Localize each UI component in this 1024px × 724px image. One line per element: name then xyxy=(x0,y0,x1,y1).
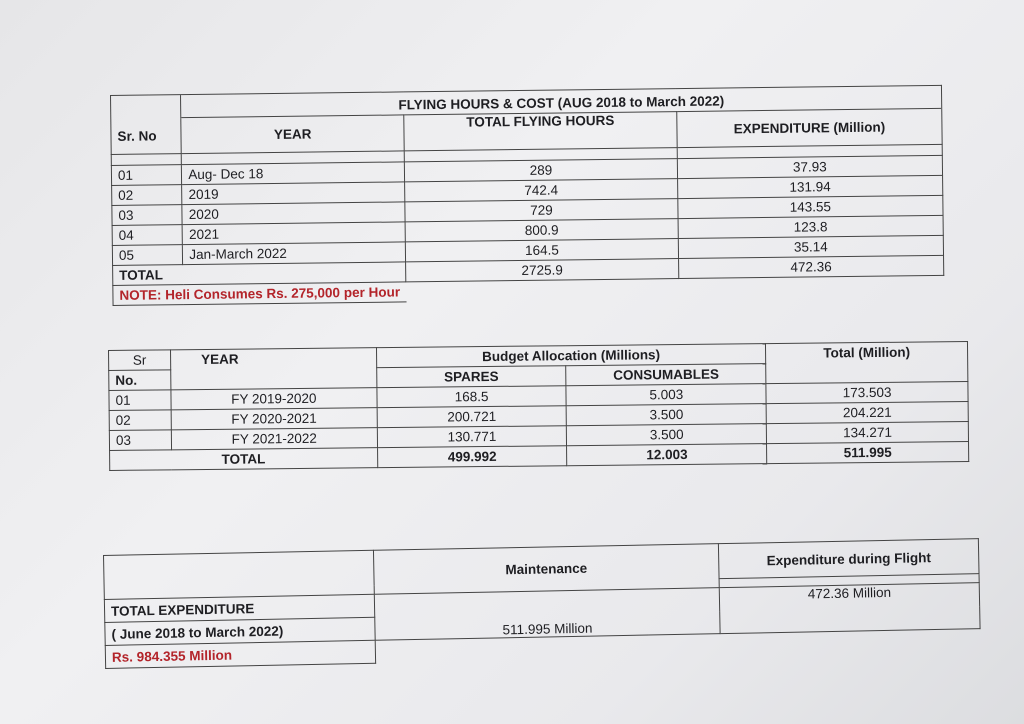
header-total-flying-hours: TOTAL FLYING HOURS xyxy=(404,112,677,151)
cell-sr: 03 xyxy=(109,430,171,451)
cell-hours: 742.4 xyxy=(405,179,678,202)
header-sr: Sr xyxy=(109,350,171,371)
table1-title: FLYING HOURS & COST (AUG 2018 to March 2022) xyxy=(181,85,942,117)
cell-year: Aug- Dec 18 xyxy=(182,162,405,185)
cell-consumables: 5.003 xyxy=(566,384,766,406)
cell-expenditure: 35.14 xyxy=(678,235,943,258)
cell-year: 2019 xyxy=(182,182,405,205)
header-maintenance: Maintenance xyxy=(373,544,719,595)
total-label: TOTAL xyxy=(110,448,378,471)
cell-expenditure: 37.93 xyxy=(677,155,942,178)
cell-spares: 200.721 xyxy=(377,406,567,428)
header-spares: SPARES xyxy=(376,366,566,388)
cell-year: Jan-March 2022 xyxy=(183,242,406,265)
total-hours: 2725.9 xyxy=(406,259,679,282)
cell-spares: 168.5 xyxy=(377,386,567,408)
header-no: No. xyxy=(109,370,171,391)
cell-year: 2021 xyxy=(182,222,405,245)
cell-hours: 289 xyxy=(404,159,677,182)
cell-year: FY 2019-2020 xyxy=(171,388,377,410)
cell-sr: 01 xyxy=(111,165,182,186)
cell-sr: 02 xyxy=(109,410,171,431)
cell-sr: 02 xyxy=(112,185,183,206)
header-sr-no: Sr. No xyxy=(111,118,182,155)
total-expenditure-period: ( June 2018 to March 2022) xyxy=(105,617,375,645)
header-budget-allocation: Budget Allocation (Millions) xyxy=(376,344,766,368)
cell-year: FY 2020-2021 xyxy=(171,408,377,430)
cell-hours: 729 xyxy=(405,199,678,222)
flying-hours-table xyxy=(110,85,945,306)
total-expenditure-label: TOTAL EXPENDITURE xyxy=(104,594,374,622)
cell-consumables: 3.500 xyxy=(567,404,767,426)
total-consumables: 12.003 xyxy=(567,444,767,466)
cell-hours: 800.9 xyxy=(405,219,678,242)
cell-sr: 03 xyxy=(112,205,183,226)
grand-total-value: Rs. 984.355 Million xyxy=(105,640,375,668)
cell-sr: 04 xyxy=(112,225,183,246)
cell-sr: 01 xyxy=(109,390,171,411)
cell-total: 204.221 xyxy=(766,401,968,423)
header-total-million: Total (Million) xyxy=(766,341,968,383)
budget-allocation-table xyxy=(108,341,969,471)
cell-total: 173.503 xyxy=(766,381,968,403)
cell-expenditure: 143.55 xyxy=(678,195,943,218)
cell-expenditure: 131.94 xyxy=(677,175,942,198)
cell-spares: 130.771 xyxy=(377,426,567,448)
header-expenditure: EXPENDITURE (Million) xyxy=(677,108,943,147)
cell-expenditure: 123.8 xyxy=(678,215,943,238)
header-year: YEAR xyxy=(170,348,376,390)
cell-sr: 05 xyxy=(112,245,183,266)
total-expenditure: 472.36 xyxy=(678,255,943,278)
cell-consumables: 3.500 xyxy=(567,424,767,446)
cost-note: NOTE: Heli Consumes Rs. 275,000 per Hour xyxy=(113,282,406,306)
cell-hours: 164.5 xyxy=(405,239,678,262)
header-expenditure-during-flight: Expenditure during Flight xyxy=(719,539,979,579)
total-spares: 499.992 xyxy=(377,446,567,468)
total-total: 511.995 xyxy=(767,441,969,463)
cell-total: 134.271 xyxy=(767,421,969,443)
total-label: TOTAL xyxy=(113,262,406,286)
total-expenditure-table xyxy=(103,538,981,669)
header-year: YEAR xyxy=(181,115,404,154)
maintenance-value: 511.995 Million xyxy=(374,588,720,641)
cell-year: FY 2021-2022 xyxy=(171,428,377,450)
flight-expenditure-value: 472.36 Million xyxy=(719,583,980,634)
cell-year: 2020 xyxy=(182,202,405,225)
header-consumables: CONSUMABLES xyxy=(566,364,766,386)
